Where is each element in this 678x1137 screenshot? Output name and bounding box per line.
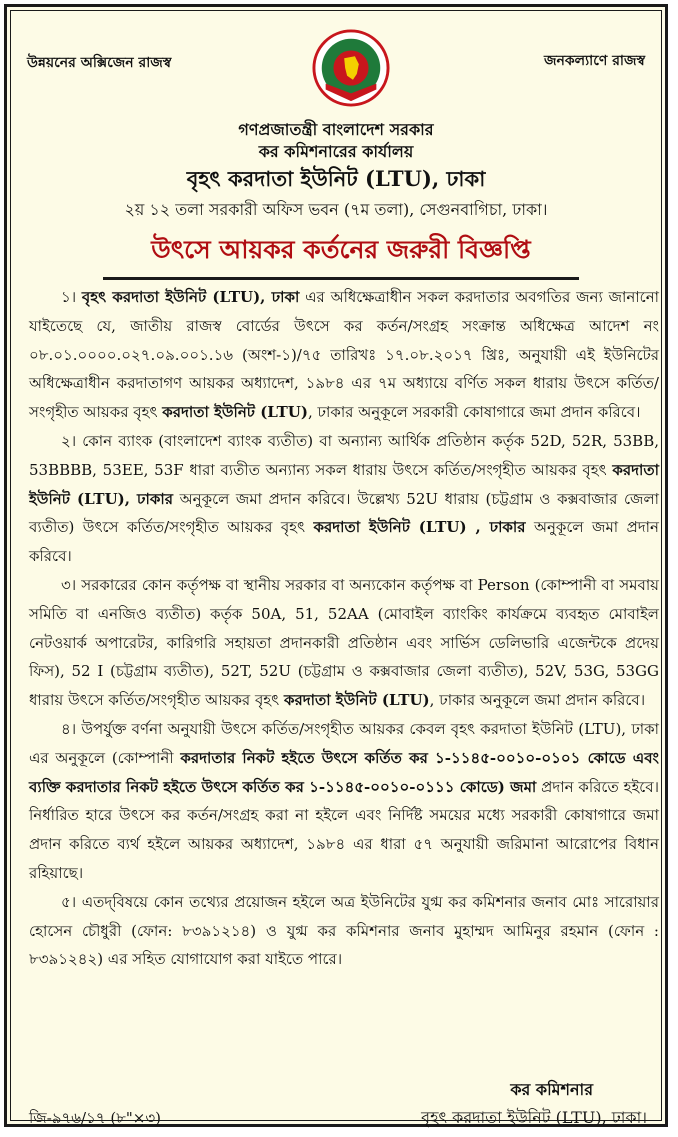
paragraph-3: ৩। সরকারের কোন কর্তৃপক্ষ বা স্থানীয় সরকার বা অন্যকোন কর্তৃপক্ষ বা Person (কোম্পানী বা সমবায় সমিতি বা এনজিও ব্যতীত) কর্তৃক 50A, 51, 52AA (মোবাইল ব্যাংকিং কার্যক্রমে ব্যবহৃত মোবাইল নেটওয়ার্ক অপারেটর, কারিগরি সহায়তা প্রদানকারী প্রতিষ্ঠান এবং সার্ভিস ডেলিভারি এজেন্টকে প্রদেয় ফিস), 52 I (চট্টগ্রাম ব্যতীত), 52T, 52U (চট্টগ্রাম ও কক্সবাজার জেলা ব্যতীত), 52V, 53G, 53GG ধারায় উৎসে কর্তিত/সংগৃহীত আয়কর বৃহৎ করদাতা ইউনিট (LTU), ঢাকার অনুকূলে জমা প্রদান করিবে। xyxy=(29,575,659,710)
notice-body xyxy=(29,283,659,974)
office-name: কর কমিশনারের কার্যালয় xyxy=(258,142,414,161)
notice-title: উৎসে আয়কর কর্তনের জরুরী বিজ্ঞপ্তি xyxy=(151,235,531,264)
paragraph-2: ২। কোন ব্যাংক (বাংলাদেশ ব্যাংক ব্যতীত) বা অন্যান্য আর্থিক প্রতিষ্ঠান কর্তৃক 52D, 52R, 53BB, 53BBBB, 53EE, 53F ধারা ব্যতীত অন্যান্য সকল ধারায় উৎসে কর্তিত/সংগৃহীত আয়কর বৃহৎ করদাতা ইউনিট (LTU), ঢাকার অনুকূলে জমা প্রদান করিবে। উল্লেখ্য 52U ধারায় (চট্টগ্রাম ও কক্সবাজার জেলা ব্যতীত) উৎসে কর্তিত/সংগৃহীত আয়কর বৃহৎ করদাতা ইউনিট (LTU) , ঢাকার অনুকূলে জমা প্রদান করিবে। xyxy=(29,431,659,566)
unit-name: বৃহৎ করদাতা ইউনিট (LTU), ঢাকা xyxy=(186,166,486,191)
reference-number: জি-৯৭৬/১৭ (৮"×৩) xyxy=(29,1109,161,1127)
government-name: গণপ্রজাতন্ত্রী বাংলাদেশ সরকার xyxy=(238,120,434,139)
right-slogan: জনকল্যাণে রাজস্ব xyxy=(544,53,645,69)
signatory-office: বৃহৎ করদাতা ইউনিট (LTU), ঢাকা। xyxy=(421,1108,647,1127)
paragraph-4: ৪। উপর্যুক্ত বর্ণনা অনুযায়ী উৎসে কর্তিত/সংগৃহীত আয়কর কেবল বৃহৎ করদাতা ইউনিট (LTU), ঢাকা এর অনুকূলে (কোম্পানী করদাতার নিকট হইতে উৎসে কর্তিত কর ১-১১৪৫-০০১০-০১০১ কোডে এবং ব্যক্তি করদাতার নিকট হইতে উৎসে কর্তিত কর ১-১১৪৫-০০১০-০১১১ কোডে) জমা প্রদান করিতে হইবে। নির্ধারিত হারে উৎসে কর কর্তন/সংগ্রহ করা না হইলে এবং নির্দিষ্ট সময়ের মধ্যে সরকারী কোষাগারে জমা প্রদান করিতে ব্যর্থ হইলে আয়কর অধ্যাদেশ, ১৯৮৪ এর ধারা ৫৭ অনুযায়ী জরিমানা আরোপের বিধান রহিয়াছে। xyxy=(29,719,659,882)
title-underline xyxy=(103,277,579,280)
paragraph-1: ১। বৃহৎ করদাতা ইউনিট (LTU), ঢাকা এর অধিক্ষেত্রাধীন সকল করদাতার অবগতির জন্য জানানো যাইতেছে যে, জাতীয় রাজস্ব বোর্ডের উৎসে কর কর্তন/সংগ্রহ সংক্রান্ত অধিক্ষেত্র আদেশ নং ০৮.০১.০০০০.০২৭.০৯.০০১.১৬ (অংশ-১)/৭৫ তারিখঃ ১৭.০৮.২০১৭ খ্রিঃ, অনুযায়ী এই ইউনিটের অধিক্ষেত্রাধীন করদাতাগণ আয়কর অধ্যাদেশ, ১৯৮৪ এর ৭ম অধ্যায়ে বর্ণিত সকল ধারায় উৎসে কর্তিত/সংগৃহীত আয়কর বৃহৎ করদাতা ইউনিট (LTU), ঢাকার অনুকূলে সরকারী কোষাগারে জমা প্রদান করিবে। xyxy=(29,288,659,422)
notice-frame xyxy=(4,4,668,1127)
government-seal-icon xyxy=(312,29,390,107)
office-address: ২য় ১২ তলা সরকারী অফিস ভবন (৭ম তলা), সেগুনবাগিচা, ঢাকা। xyxy=(124,200,548,219)
signatory-title: কর কমিশনার xyxy=(510,1080,593,1099)
paragraph-5: ৫। এতদ্‌বিষয়ে কোন তথ্যের প্রয়োজন হইলে অত্র ইউনিটের যুগ্ম কর কমিশনার জনাব মোঃ সারোয়ার হোসেন চৌধুরী (ফোন: ৮৩৯১২১৪) ও যুগ্ম কর কমিশনার জনাব মুহাম্মদ আমিনুর রহমান (ফোন : ৮৩৯১২৪২) এর সহিত যোগাযোগ করা যাইতে পারে। xyxy=(29,892,659,969)
left-slogan: উন্নয়নের অক্সিজেন রাজস্ব xyxy=(27,55,172,71)
